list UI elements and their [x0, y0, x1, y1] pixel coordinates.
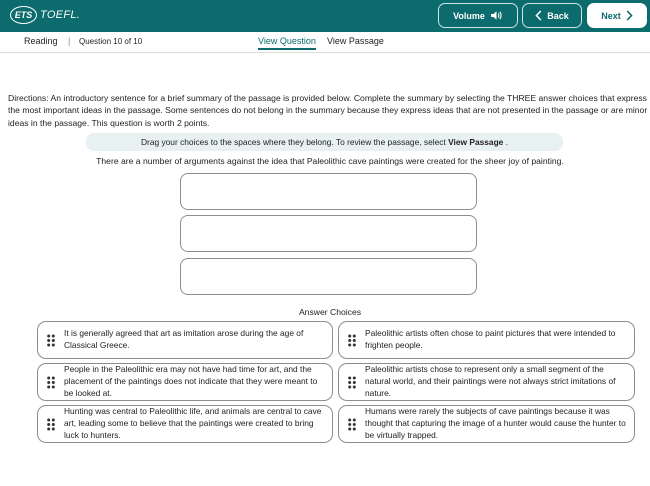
section-label: Reading	[24, 36, 58, 46]
directions-text: Directions: An introductory sentence for a brief summary of the passage is provided below. Complete the summary by selecting the THREE answer choices that express the most important ideas in the passage. Some sentences do not belong in the summary because they express ideas that are not presented in the passage or are minor ideas in the passage. This question is worth 2 points.	[8, 93, 648, 128]
drag-handle-icon[interactable]	[339, 376, 365, 389]
drag-handle-icon[interactable]	[339, 418, 365, 431]
volume-button[interactable]	[438, 3, 518, 28]
tab-view-passage[interactable]: View Passage	[327, 36, 384, 46]
answer-choice-text: Humans were rarely the subjects of cave paintings because it was thought that capturing the image of a hunter would cause the hunter to be virtually trapped.	[365, 406, 626, 440]
speaker-icon	[490, 10, 503, 21]
introductory-sentence: There are a number of arguments against the idea that Paleolithic cave paintings were created for the sheer joy of painting.	[96, 156, 564, 166]
answer-choice-5[interactable]	[37, 405, 333, 443]
answer-choice-text: It is generally agreed that art as imitation arose during the age of Classical Greece.	[64, 328, 304, 350]
answer-choice-4[interactable]	[338, 363, 635, 401]
ets-logo-mark: ETS	[10, 6, 37, 24]
answer-drop-slot-3[interactable]	[180, 258, 477, 295]
volume-label: Volume	[453, 10, 485, 21]
answer-choice-3[interactable]	[37, 363, 333, 401]
next-button[interactable]	[587, 3, 647, 28]
answer-choice-1[interactable]	[37, 321, 333, 359]
sub-navigation	[0, 32, 650, 53]
answer-choices-title: Answer Choices	[298, 307, 362, 317]
tab-view-question[interactable]: View Question	[258, 36, 316, 50]
chevron-left-icon	[535, 10, 542, 21]
question-counter: Question 10 of 10	[79, 37, 143, 46]
answer-choice-2[interactable]	[338, 321, 635, 359]
drag-handle-icon[interactable]	[339, 334, 365, 347]
back-button[interactable]	[522, 3, 582, 28]
drag-handle-icon[interactable]	[38, 334, 64, 347]
drag-handle-icon[interactable]	[38, 376, 64, 389]
drag-hint-banner	[86, 133, 563, 151]
separator: |	[68, 36, 71, 46]
answer-choice-text: Paleolithic artists chose to represent only a small segment of the natural world, and their paintings were not always strict imitations of nature.	[365, 364, 616, 398]
hint-end: .	[503, 137, 509, 147]
view-passage-link[interactable]: View Passage	[448, 137, 504, 147]
top-bar	[0, 0, 650, 32]
toefl-logo-text: TOEFL.	[40, 9, 81, 21]
back-label: Back	[547, 10, 569, 21]
drag-handle-icon[interactable]	[38, 418, 64, 431]
ets-toefl-logo	[10, 6, 80, 24]
answer-drop-slot-2[interactable]	[180, 215, 477, 252]
answer-choice-text: Paleolithic artists often chose to paint pictures that were intended to frighten people.	[365, 328, 616, 350]
answer-choice-text: People in the Paleolithic era may not have had time for art, and the placement of the paintings does not indicate that they were meant to be looked at.	[64, 364, 318, 398]
hint-text: Drag your choices to the spaces where they belong. To review the passage, select	[140, 137, 449, 147]
answer-choice-6[interactable]	[338, 405, 635, 443]
next-label: Next	[601, 10, 621, 21]
answer-drop-slot-1[interactable]	[180, 173, 477, 210]
answer-choice-text: Hunting was central to Paleolithic life, and animals are central to cave art, leading some to believe that the paintings were created to bring luck to hunters.	[64, 406, 322, 440]
chevron-right-icon	[626, 10, 633, 21]
